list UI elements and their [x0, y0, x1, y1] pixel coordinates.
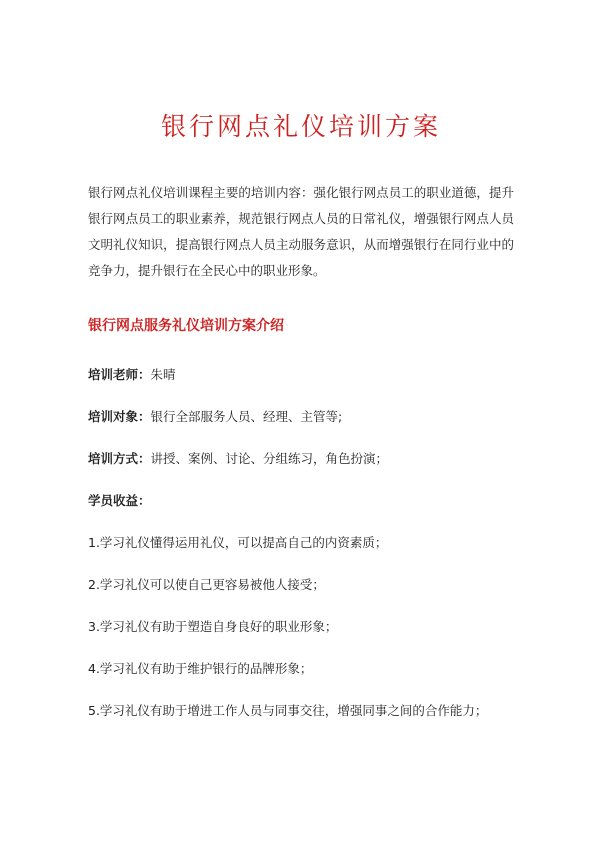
- field-method: [88, 449, 514, 469]
- gains-item-3: 3.学习礼仪有助于塑造自身良好的职业形象；: [88, 619, 338, 634]
- method-label: 培训方式：: [88, 451, 151, 466]
- audience-value: 银行全部服务人员、经理、主管等;: [150, 409, 343, 424]
- gains-heading: 学员收益：: [88, 493, 151, 508]
- section-title: 银行网点服务礼仪培训方案介绍: [88, 318, 284, 334]
- gains-item-5: 5.学习礼仪有助于增进工作人员与同事交往，增强同事之间的合作能力；: [88, 703, 488, 718]
- gains-list: [88, 533, 514, 721]
- method-value: 讲授、案例、讨论、分组练习，角色扮演；: [150, 451, 389, 466]
- field-audience: [88, 407, 514, 427]
- teacher-value: 朱晴: [150, 367, 176, 382]
- gains-item-4: 4.学习礼仪有助于维护银行的品牌形象；: [88, 661, 313, 676]
- gains-item-2: 2.学习礼仪可以使自己更容易被他人接受；: [88, 577, 325, 592]
- intro-paragraph: 银行网点礼仪培训课程主要的培训内容：强化银行网点员工的职业道德，提升银行网点员工的职业素养，规范银行网点人员的日常礼仪，增强银行网点人员文明礼仪知识，提高银行网点人员主动服务意识，从而增强银行在同行业中的竞争力，提升银行在全民心中的职业形象。: [88, 185, 514, 278]
- field-teacher: [88, 365, 514, 385]
- gains-item-1: 1.学习礼仪懂得运用礼仪，可以提高自己的内资素质；: [88, 535, 388, 550]
- audience-label: 培训对象：: [88, 409, 151, 424]
- document-title: 银行网点礼仪培训方案: [160, 112, 441, 141]
- teacher-label: 培训老师：: [88, 367, 151, 382]
